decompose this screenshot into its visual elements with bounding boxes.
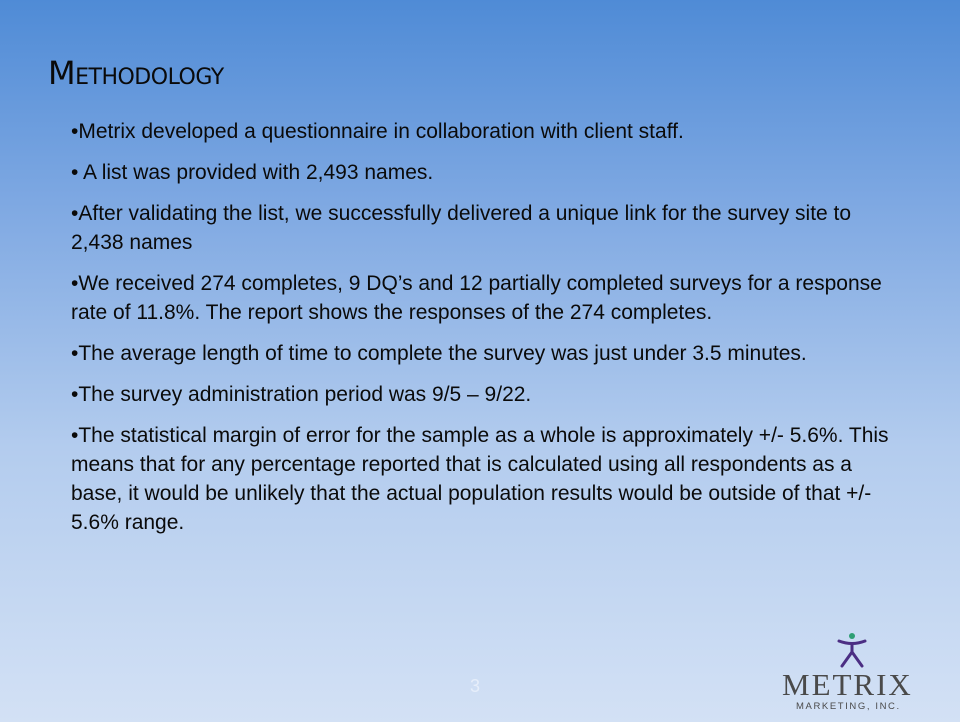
bullet-item: •We received 274 completes, 9 DQ’s and 12 partially completed surveys for a response rate of 11.8%. The report shows the responses of the 274 completes. bbox=[71, 272, 882, 324]
bullet-item: •The survey administration period was 9/5 – 9/22. bbox=[71, 383, 532, 406]
bullet-item: •Metrix developed a questionnaire in collaboration with client staff. bbox=[71, 120, 684, 143]
logo-wordmark: METRIX bbox=[782, 667, 913, 702]
bullet-item: • A list was provided with 2,493 names. bbox=[71, 161, 434, 184]
bullet-item: •The statistical margin of error for the sample as a whole is approximately +/- 5.6%. This means that for any percentage reported that is calculated using all respondents as a base, it would be unlikely that the actual population results would be outside of that +/- 5.6% range. bbox=[71, 424, 889, 534]
logo-tagline: MARKETING, INC. bbox=[796, 701, 901, 712]
bullet-item: •The average length of time to complete the survey was just under 3.5 minutes. bbox=[71, 342, 807, 365]
bullet-list bbox=[71, 117, 901, 549]
person-figure-icon bbox=[836, 632, 868, 668]
company-logo bbox=[776, 632, 928, 714]
bullet-item: •After validating the list, we successfully delivered a unique link for the survey site to 2,438 names bbox=[71, 202, 852, 254]
page-number: 3 bbox=[470, 676, 481, 696]
slide-title: Methodology bbox=[48, 54, 224, 92]
